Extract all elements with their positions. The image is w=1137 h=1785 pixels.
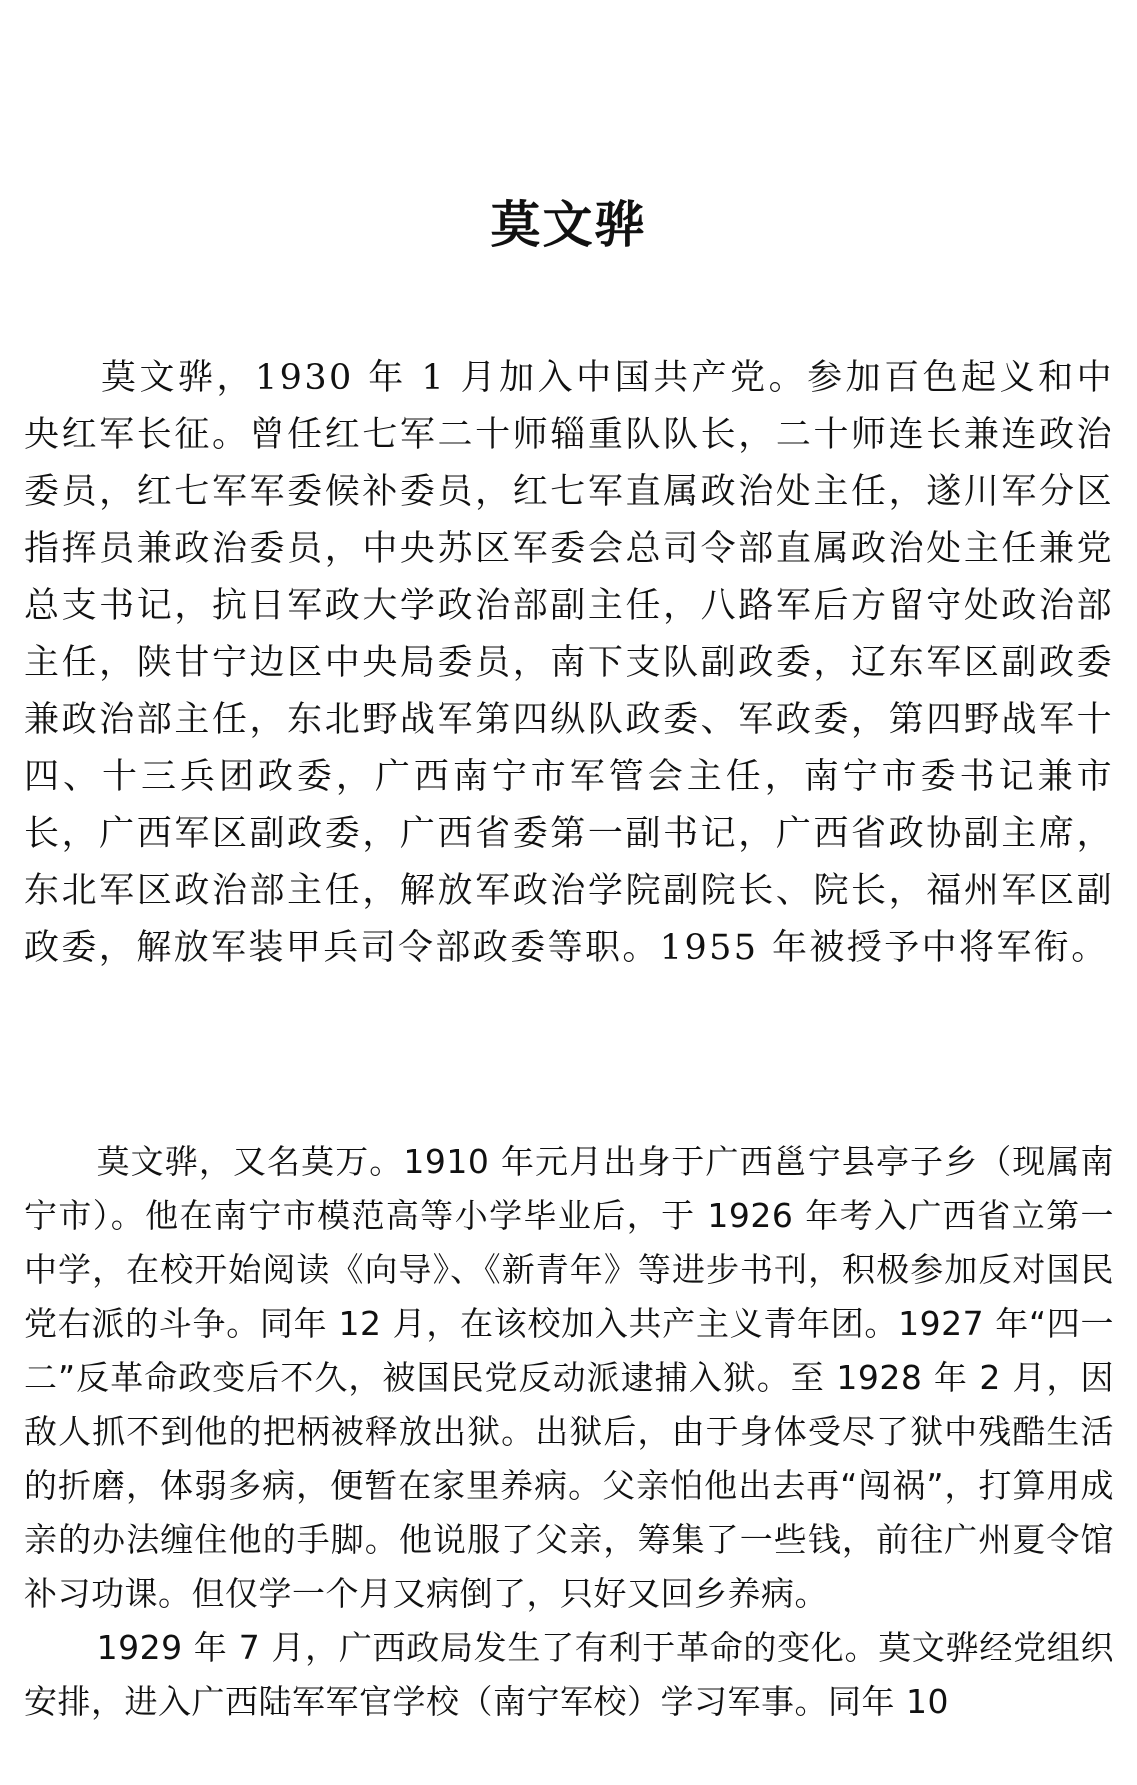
- page-title: 莫文骅: [490, 196, 647, 254]
- summary-paragraph: 莫文骅，1930 年 1 月加入中国共产党。参加百色起义和中央红军长征。曾任红七军二十师辎重队队长，二十师连长兼连政治委员，红七军军委候补委员，红七军直属政治处主任，遂川军分区指挥员兼政治委员，中央苏区军委会总司令部直属政治处主任兼党总支书记，抗日军政大学政治部副主任，八路军后方留守处政治部主任，陕甘宁边区中央局委员，南下支队副政委，辽东军区副政委兼政治部主任，东北野战军第四纵队政委、军政委，第四野战军十四、十三兵团政委，广西南宁市军管会主任，南宁市委书记兼市长，广西军区副政委，广西省委第一副书记，广西省政协副主席，东北军区政治部主任，解放军政治学院副院长、院长，福州军区副政委，解放军装甲兵司令部政委等职。1955 年被授予中将军衔。: [24, 358, 1114, 968]
- body-paragraph-2: 1929 年 7 月，广西政局发生了有利于革命的变化。莫文骅经党组织安排，进入广西陆军军官学校（南宁军校）学习军事。同年 10: [24, 1628, 1114, 1721]
- biography-body: [24, 1135, 1114, 1729]
- body-paragraph-1: 莫文骅，又名莫万。1910 年元月出身于广西邕宁县亭子乡（现属南宁市）。他在南宁市模范高等小学毕业后，于 1926 年考入广西省立第一中学，在校开始阅读《向导》、《新青年》等进步书刊，积极参加反对国民党右派的斗争。同年 12 月，在该校加入共产主义青年团。1927 年“四一二”反革命政变后不久，被国民党反动派逮捕入狱。至 1928 年 2 月，因敌人抓不到他的把柄被释放出狱。出狱后，由于身体受尽了狱中残酷生活的折磨，体弱多病，便暂在家里养病。父亲怕他出去再“闯祸”，打算用成亲的办法缠住他的手脚。他说服了父亲，筹集了一些钱，前往广州夏令馆补习功课。但仅学一个月又病倒了，只好又回乡养病。: [24, 1142, 1114, 1613]
